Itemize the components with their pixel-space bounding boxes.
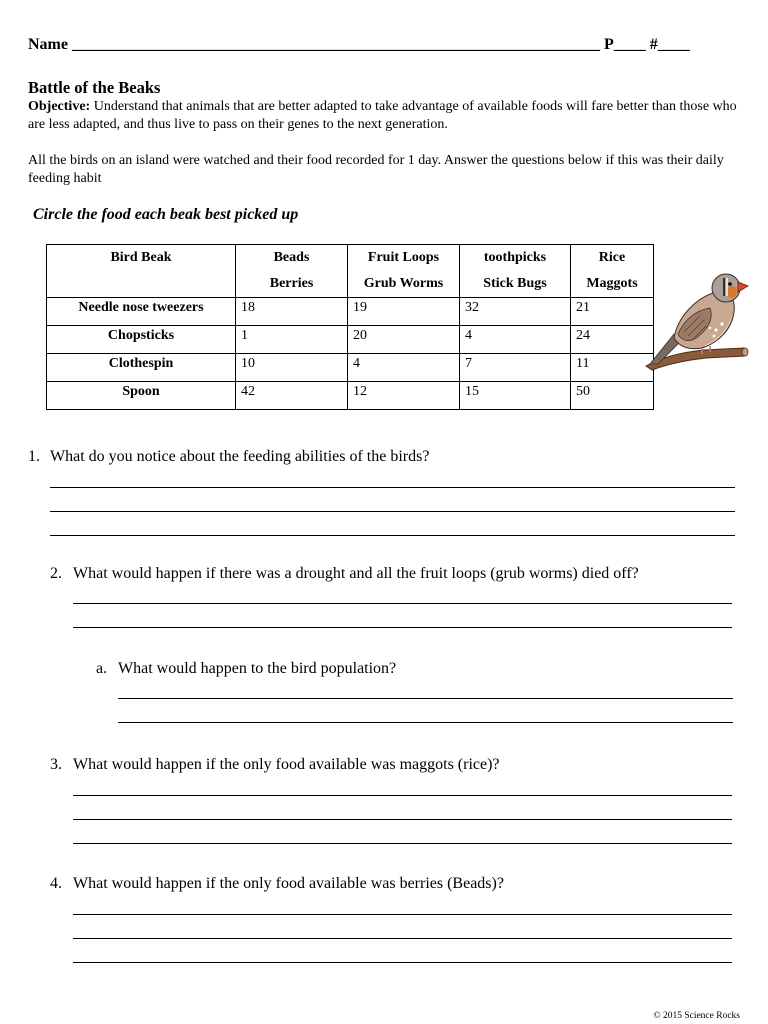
question-2 bbox=[50, 565, 639, 583]
table-cell[interactable]: 11 bbox=[571, 354, 654, 382]
name-label: Name bbox=[28, 36, 68, 53]
question-text: What would happen to the bird population? bbox=[118, 660, 397, 677]
answer-line[interactable] bbox=[73, 627, 732, 628]
row-label: Clothespin bbox=[47, 354, 236, 382]
table-cell[interactable]: 10 bbox=[236, 354, 348, 382]
question-number: a. bbox=[96, 660, 108, 677]
answer-line[interactable] bbox=[50, 511, 735, 512]
answer-line[interactable] bbox=[73, 962, 732, 963]
table-row bbox=[47, 326, 654, 354]
beak-food-table bbox=[46, 244, 654, 410]
worksheet-title: Battle of the Beaks bbox=[28, 78, 161, 97]
question-1 bbox=[28, 448, 429, 466]
question-3 bbox=[50, 756, 500, 774]
header-beads-berries[interactable]: Beads Berries bbox=[236, 245, 348, 298]
answer-line[interactable] bbox=[50, 487, 735, 488]
finch-on-branch-illustration bbox=[644, 268, 750, 372]
table-cell[interactable]: 4 bbox=[460, 326, 571, 354]
table-cell[interactable]: 24 bbox=[571, 326, 654, 354]
name-period-number-line bbox=[28, 36, 690, 54]
answer-line[interactable] bbox=[73, 603, 732, 604]
circle-instruction: Circle the food each beak best picked up bbox=[33, 206, 299, 223]
table-cell[interactable]: 19 bbox=[348, 298, 460, 326]
objective-text: Understand that animals that are better adapted to take advantage of available foods will fare better than those who are less adapted, and thus live to pass on their genes to the next generation. bbox=[28, 99, 737, 132]
copyright-footer: © 2015 Science Rocks bbox=[653, 1011, 740, 1021]
question-4 bbox=[50, 875, 504, 893]
answer-line[interactable] bbox=[118, 722, 733, 723]
answer-line[interactable] bbox=[73, 843, 732, 844]
header-toothpicks-stickbugs[interactable]: toothpicks Stick Bugs bbox=[460, 245, 571, 298]
name-blank[interactable]: __________________________________________________________________ bbox=[71, 36, 600, 53]
number-label[interactable]: #____ bbox=[649, 36, 690, 53]
table-cell[interactable]: 32 bbox=[460, 298, 571, 326]
table-row bbox=[47, 354, 654, 382]
row-label: Spoon bbox=[47, 382, 236, 410]
objective-label: Objective: bbox=[28, 99, 91, 114]
table-cell[interactable]: 42 bbox=[236, 382, 348, 410]
question-number: 1. bbox=[28, 448, 40, 465]
answer-line[interactable] bbox=[73, 819, 732, 820]
table-cell[interactable]: 7 bbox=[460, 354, 571, 382]
answer-line[interactable] bbox=[50, 535, 735, 536]
objective-paragraph bbox=[28, 98, 743, 134]
table-cell[interactable]: 21 bbox=[571, 298, 654, 326]
intro-paragraph: All the birds on an island were watched and their food recorded for 1 day. Answer the questions below if this was their daily feeding habit bbox=[28, 153, 724, 186]
question-text: What would happen if the only food available was berries (Beads)? bbox=[73, 875, 504, 892]
table-cell[interactable]: 12 bbox=[348, 382, 460, 410]
header-rice-maggots[interactable]: Rice Maggots bbox=[571, 245, 654, 298]
table-cell[interactable]: 50 bbox=[571, 382, 654, 410]
table-row bbox=[47, 382, 654, 410]
table-row bbox=[47, 298, 654, 326]
row-label: Chopsticks bbox=[47, 326, 236, 354]
table-header-row bbox=[47, 245, 654, 298]
answer-line[interactable] bbox=[73, 914, 732, 915]
question-number: 3. bbox=[50, 756, 62, 773]
question-text: What would happen if the only food available was maggots (rice)? bbox=[73, 756, 500, 773]
table-cell[interactable]: 4 bbox=[348, 354, 460, 382]
answer-line[interactable] bbox=[118, 698, 733, 699]
question-number: 2. bbox=[50, 565, 62, 582]
question-2a bbox=[96, 660, 396, 678]
table-cell[interactable]: 20 bbox=[348, 326, 460, 354]
question-number: 4. bbox=[50, 875, 62, 892]
question-text: What would happen if there was a drought and all the fruit loops (grub worms) died off? bbox=[73, 565, 639, 582]
answer-line[interactable] bbox=[73, 795, 732, 796]
row-label: Needle nose tweezers bbox=[47, 298, 236, 326]
header-fruitloops-grubworms[interactable]: Fruit Loops Grub Worms bbox=[348, 245, 460, 298]
table-cell[interactable]: 15 bbox=[460, 382, 571, 410]
header-bird-beak: Bird Beak bbox=[47, 245, 236, 298]
answer-line[interactable] bbox=[73, 938, 732, 939]
table-cell[interactable]: 1 bbox=[236, 326, 348, 354]
period-label[interactable]: P____ bbox=[603, 36, 646, 53]
question-text: What do you notice about the feeding abilities of the birds? bbox=[50, 448, 430, 465]
table-cell[interactable]: 18 bbox=[236, 298, 348, 326]
